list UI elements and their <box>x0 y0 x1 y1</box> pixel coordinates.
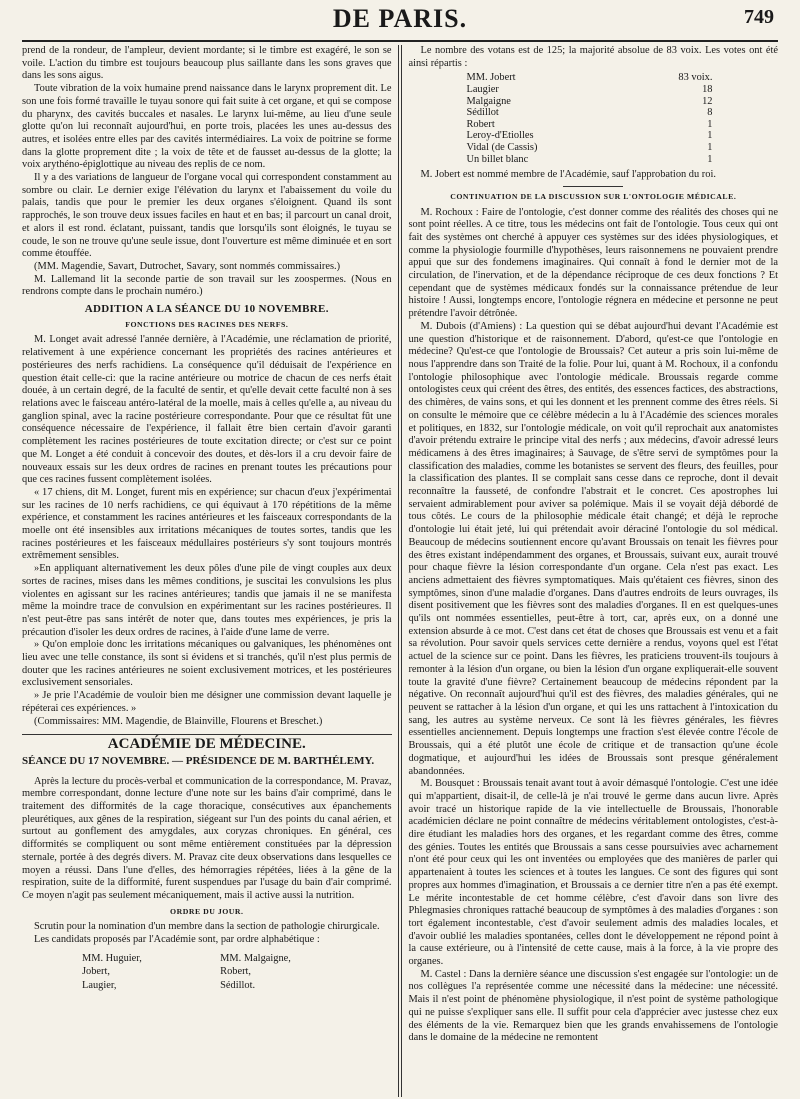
vote-count: 12 <box>702 95 713 107</box>
vote-name: Sédillot <box>466 107 499 119</box>
vote-name: Laugier <box>466 84 499 95</box>
paragraph: M. Bousquet : Broussais tenait avant tout à avoir démasqué l'ontologie. C'est une idée qui m'appartient, disait-il, de celle-là je n'ai trouvé le germe dans aucun livre. Après avoir tracé un historique rapide de la vie intellectuelle de Broussais, l'honorable académicien déclare ne point connaître de médecins véritablement ontologistes, c'est-à-dire étudiant les maladies hors des organes, et les regardant comme des êtres, comme des génies. Toutes les entités que Broussais a sans cesse poursuivies avec acharnement n'ont été pour ceux qui les ont inventées ou employées que des manières de parler qui appartenaient à toutes les sciences et à toutes les langues. Ce sont des figures qui sont propres aux hommes d'imagination, et Broussais a ce dernier titre n'en a pas été exempt. Le mérite incontestable de cet homme célèbre, c'est d'avoir dans son livre des Phlegmasies chroniques rattaché beaucoup de symptômes à des maladies d'organes : son tort également incontestable, c'est d'avoir seulement admis des maladies locales, et d'avoir oublié les maladies spontanées, celles dont le développement ne répond point à la cause extérieure, ou à l'intensité de cette cause, mais à la force, à la vie propre des organes. <box>408 778 778 968</box>
paragraph: » Je prie l'Académie de vouloir bien me désigner une commission devant laquelle je répéterai ces expériences. » <box>22 690 392 714</box>
vote-count: 18 <box>702 84 713 95</box>
paragraph: « 17 chiens, dit M. Longet, furent mis en expérience; sur chacun d'eux j'expérimentai sur les racines de 10 nerfs rachidiens, ce qui équivaut à 170 répétitions de la même expérience, et constamment les racines antérieures et les faisceaux correspondants de la moelle ont été insensibles aux irritations mécaniques de toutes sortes, tandis que les racines postérieures et les faisceaux médullaires postérieurs s'y sont toujours montrés extrêmement sensibles. <box>22 486 392 562</box>
vote-row <box>466 72 726 84</box>
candidate: Jobert, <box>82 966 110 978</box>
paragraph: M. Lallemand lit la seconde partie de son travail sur les zoospermes. (Nous en rendrons compte dans le prochain numéro.) <box>22 273 392 298</box>
paragraph: M. Jobert est nommé membre de l'Académie, sauf l'approbation du roi. <box>420 169 716 181</box>
vote-count: 1 <box>707 141 713 153</box>
candidate: Robert, <box>220 966 252 978</box>
vote-name: Vidal (de Cassis) <box>466 141 538 153</box>
paragraph: (Commissaires: MM. Magendie, de Blainville, Flourens et Breschet.) <box>34 715 323 727</box>
paragraph: Il y a des variations de langueur de l'organe vocal qui correspondent constamment au sombre ou clair. Le dernier exige l'élévation du larynx et l'abaissement du voile du palais, tandis que pour le premier les deux organes s'éloignent. Quand ils sont rapprochés, le son trouve deux issues faciles en haut et en bas; il parcourt un canal droit, et alors il est rond. éclatant, puissant, tandis que lorsqu'ils sont éloignés, le tuyau se coude, le son ne trouve qu'une seule issue, dont l'ouverture est même diminuée et en sort comme étouffée. <box>22 172 392 260</box>
vote-row <box>466 142 726 154</box>
vote-name: Malgaigne <box>466 95 511 107</box>
subsection-heading: CONTINUATION DE LA DISCUSSION SUR L'ONTOLOGIE MÉDICALE. <box>450 191 737 201</box>
vote-count: 83 voix. <box>678 72 713 84</box>
vote-name: MM. Jobert <box>466 72 516 84</box>
newspaper-title: DE PARIS. <box>332 4 468 33</box>
paragraph: prend de la rondeur, de l'ampleur, devient mordante; si le timbre est exagéré, le son se voile. L'action du timbre est toujours beaucoup plus saillante dans les sons graves que dans les sons aigus. <box>22 45 392 82</box>
vote-row <box>466 107 726 119</box>
section-heading: ADDITION A LA SÉANCE DU 10 NOVEMBRE. <box>84 303 329 316</box>
paragraph: Toute vibration de la voix humaine prend naissance dans le larynx proprement dit. Le son une fois formé travaille le tuyau sonore qui fait suite à cet organe, et qui se compose du pharynx, des cavités buccales et nasales. Le larynx lui-même, au lieu d'une seule glotte qu'on lui reconnaît aujourd'hui, en porte trois, placées les unes au-dessus des autres, et isolées entre elles par des cavités intermédiaires. La voix de poitrine se forme dans la glotte proprement dite ; la voix de tête et de fausset au-dessus de la glotte; la voix arythéno-épiglottique au niveau des replis de ce nom. <box>22 83 392 171</box>
vote-name: Un billet blanc <box>466 153 529 165</box>
article-columns <box>22 45 778 1097</box>
page-number: 749 <box>744 6 774 28</box>
session-heading: SÉANCE DU 17 NOVEMBRE. — PRÉSIDENCE DE M. BARTHÉLEMY. <box>22 754 375 767</box>
vote-row <box>466 96 726 108</box>
masthead <box>22 0 778 42</box>
right-column <box>408 45 778 1097</box>
column-divider <box>398 45 403 1097</box>
vote-row <box>466 84 726 96</box>
left-column <box>22 45 392 1097</box>
vote-name: Robert <box>466 118 495 130</box>
vote-count: 1 <box>707 130 713 142</box>
subsection-heading: ORDRE DU JOUR. <box>170 906 244 916</box>
candidate: Sédillot. <box>220 980 256 991</box>
subsection-heading: FONCTIONS DES RACINES DES NERFS. <box>125 319 289 329</box>
vote-count: 1 <box>707 153 713 165</box>
vote-name: Leroy-d'Etiolles <box>466 130 534 142</box>
candidate: MM. Malgaigne, <box>220 952 291 964</box>
candidates-list <box>80 951 380 994</box>
paragraph: M. Longet avait adressé l'année dernière, à l'Académie, une réclamation de priorité, relativement à une expérience concernant les propriétés des racines antérieures et postérieures des nerfs rachidiens. La conséquence qu'il déduisait de l'expérience en question était celle-ci: que la racine antérieure ou motrice de chacun de ces nerfs était douée, à un certain degré, de la faculté de sentir, et qu'elle devait cette faculté non à ses relations avec le faisceau antéro-latéral de la moelle, mais à celles qu'elle a, au niveau du ganglion spinal, avec la racine postérieure correspondante. Pour que ce résultat fût une conséquence nécessaire de l'expérience, il fallait être bien certain d'avoir garanti complètement les racines postérieures de toute excitation directe; or c'est sur ce point que M. Longet a été conduit à concevoir des doutes, et dès-lors il a cru devoir faire de nouveaux essais sur les deux ordres de racines en prenant toutes les précautions pour que ces racines fussent complètement isolées. <box>22 334 392 486</box>
vote-results <box>466 72 726 165</box>
paragraph: Après la lecture du procès-verbal et communication de la correspondance, M. Pravaz, membre correspondant, donne lecture d'une note sur les bains d'air comprimé, dans le traitement des difformités de la cage thoracique, consécutives aux épanchements pleurétiques, aux gênes de la respiration, siégeant sur l'un des points du canal aérien, et surtout au gonflement des amygdales, aux coryzas chroniques. En général, ces difformités se compliquent ou sont même entièrement constituées par la dépression sternale, portée à des degrés divers. M. Pravaz cite deux observations dans lesquelles ce moyen a réussi. Dans l'une d'elles, des hémorragies répétées, liées à la gêne de la respiration, suite de la difformité, furent suspendues par l'usage du bain d'air comprimé. Ce moyen n'agit pas seulement mécaniquement, mais il active aussi la nutrition. <box>22 775 392 901</box>
paragraph: M. Castel : Dans la dernière séance une discussion s'est engagée sur l'ontologie: un de nos collègues l'a représentée comme une nécessité dans la médecine: une nécessité. Mais il n'est point de phénomène physiologique, il n'est point de système pathologique qui ne puisse s'expliquer sans elle. Il suffit pour cela d'apprécier avec justesse chez eux des éléments de la vie. Remarquez bien que les grands envahissemens de l'ontologie dans le domaine de la médecine ne remontent <box>408 968 778 1044</box>
vote-count: 1 <box>707 118 713 130</box>
vote-row <box>466 130 726 142</box>
section-heading: ACADÉMIE DE MÉDECINE. <box>107 736 306 753</box>
vote-count: 8 <box>707 107 713 119</box>
paragraph: » Qu'on emploie donc les irritations mécaniques ou galvaniques, les phénomènes ont lieu avec une telle constance, ils sont si évidens et si tranchés, qu'il n'est plus permis de douter que les racines antérieures ne soient exclusivement motrices, et les postérieures exclusivement sensoriales. <box>22 639 392 689</box>
paragraph: M. Rochoux : Faire de l'ontologie, c'est donner comme des réalités des choses qui ne sont point réelles. A ce titre, tous les médecins ont fait de l'ontologie. Tous ceux qui ont fait des systèmes ont cherché à appuyer ces systèmes sur des idées physiologiques, et comme la physiologie fourmille d'hypothèses, leurs raisonnemens ne pouvaient prendre appui que sur des fondemens imaginaires. Qui connaît à fond le dernier mot de la circulation, de l'inervation, et de la dépendance réciproque de ces deux fonctions ? Et cependant que de systèmes médicaux fondés sur la connaissance prétendue de leur histoire ! Aussi, longtemps encore, l'ontologie régnera en médecine et personne ne peut prétendre l'avoir détrônée. <box>408 206 778 320</box>
paragraph: M. Dubois (d'Amiens) : La question qui se débat aujourd'hui devant l'Académie est une question d'historique et de raisonnement. D'abord, qu'est-ce que l'ontologie en médecine? Qu'est-ce que l'ontologie de Broussais? Cet auteur a pris soin lui-même de nous l'apprendre dans son Traité de la folie. Pour lui, quant à M. Rochoux, il a confondu l'ontologie philosophique avec l'ontologie médicale. Broussais regarde comme ontologistes ceux qui créent des êtres, des entités, des essences factices, des abstractions, des chimères, de vains sons, et qui les donnent et les prennent comme des êtres réels. Si on consulte le mémoire que ce célèbre médecin a lu à l'Académie des sciences morales et politiques, en 1832, sur l'ontologie médicale, on voit qu'il reprochait aux anatomistes d'avoir prétendu extraire le principe vital des nerfs ; aux médecins, d'avoir adressé leurs médicamens à des êtres imaginaires; à Sauvage, de s'être servi de symptômes pour la classification des maladies, comme les botanistes se servent des fleurs, des feuilles, pour la classification des plantes. Il se complait sans cesse dans ce reproche, dont il devait reconnaître la fausseté, de confondre l'abstrait et le concret. Ces apostrophes lui servaient admirablement pour aviver sa polémique. Mais il se voyait déjà débordé de tous côtés. Le cours de la philosophie médicale était changé; et déjà le reproche d'ontologie lui était jeté, lui qui prétendait avoir déraciné l'ontologie du sol médical. Beaucoup de médecins soutiennent encore qu'avant Broussais on tenait les fièvres pour des êtres existant indépendamment des organes, et Broussais, suivant eux, aurait trouvé pour chaque fièvre la lésion correspondante d'un organe. Cela n'est pas exact. Les anciens admettaient des fièvres symptomatiques. Mais qu'étaient ces fièvres, sinon des symptômes, sinon d'une maladie d'organes. Dans d'autres endroits de leurs ouvrages, ils disent positivement que les fièvres sont des maladies d'organes. Il en est quelques-unes qu'ils ont nommées essentielles, peut-être à tort, car, après eux, on a donné une extension absurde à ce mot. C'est dans cet état de choses que Broussais est venu et a fait sa révolution. Pour savoir quels services cette dernière a rendus, voyons quel est l'état actuel de la science sur ce point. Dans les fièvres, les praticiens trouvent-ils toujours à remonter à la lésion d'un organe, ou bien la lésion d'un organe expliquerait-elle souvent toute la gravité d'une fièvre? Certainement beaucoup de médecins répondent par la négative. On reconnaît aujourd'hui qu'il est des fièvres, des maladies générales, qui ne peuvent se rattacher à la lésion d'un organe, et qui les uns rattachent à l'intoxication du sang, les autres au système nerveux. Ce sont là les fièvres générales, les fièvres essentielles anciennement. Depuis longtemps une fraction s'est élevée contre l'école de Broussais, qui a été plutôt une école de critique et de transaction qu'une école dogmatique, et aujourd'hui les idées de Broussais sont presque généralement abandonnées. <box>408 320 778 777</box>
candidate: MM. Huguier, <box>82 952 142 964</box>
vote-row <box>466 119 726 131</box>
candidate: Laugier, <box>82 980 117 991</box>
paragraph: Les candidats proposés par l'Académie sont, par ordre alphabétique : <box>34 934 320 946</box>
vote-row <box>466 154 726 166</box>
paragraph: »En appliquant alternativement les deux pôles d'une pile de vingt couples aux deux sortes de racines, mises dans les mêmes conditions, je suscitai les convulsions les plus violentes en agissant sur les racines antérieures; tandis que jamais il ne se manifesta même la moindre trace de convulsion en expérimentant sur les racines postérieures. Il n'est peut-être pas sans intérêt de noter que, dans toutes mes expériences, je pris la précaution d'isoler les deux ordres de racines, à l'aide d'une lame de verre. <box>22 563 392 638</box>
divider <box>563 186 623 187</box>
paragraph: (MM. Magendie, Savart, Dutrochet, Savary, sont nommés commissaires.) <box>34 260 341 272</box>
paragraph: Scrutin pour la nomination d'un membre dans la section de pathologie chirurgicale. <box>34 921 380 933</box>
paragraph: Le nombre des votans est de 125; la majorité absolue de 83 voix. Les votes ont été ainsi répartis : <box>408 45 778 69</box>
